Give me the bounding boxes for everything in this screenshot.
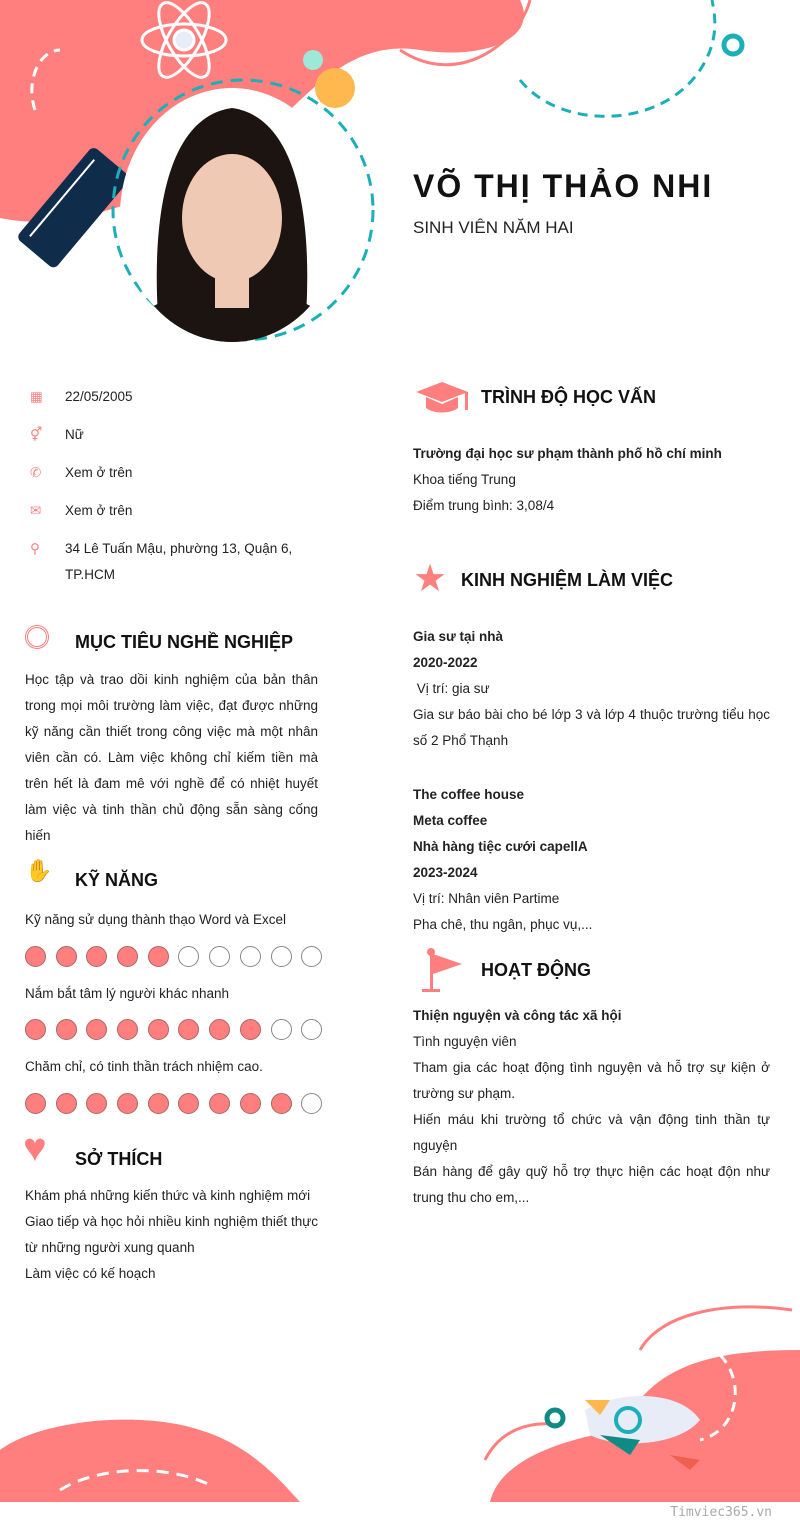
contact-gender: ⚥ Nữ bbox=[30, 422, 84, 448]
rating-dot bbox=[240, 1019, 261, 1040]
activity-item: Bán hàng để gây quỹ hỗ trợ thực hiện các hoạt độn như trung thu cho em,... bbox=[413, 1164, 770, 1205]
graduation-cap-icon bbox=[414, 380, 470, 414]
watermark: Timviec365.vn bbox=[670, 1505, 772, 1520]
hobbies-heading: SỞ THÍCH bbox=[75, 1149, 163, 1169]
hobby-item: Khám phá những kiến thức và kinh nghiệm mới bbox=[25, 1188, 311, 1203]
rating-dot bbox=[117, 946, 138, 967]
hobby-item: Giao tiếp và học hỏi nhiều kinh nghiệm thiết thực từ những người xung quanh bbox=[25, 1214, 318, 1255]
education-heading: TRÌNH ĐỘ HỌC VẤN bbox=[481, 387, 656, 407]
rating-dot bbox=[209, 1093, 230, 1114]
flag-icon bbox=[420, 948, 464, 994]
skill-label: Nắm bắt tâm lý người khác nhanh bbox=[25, 986, 229, 1001]
job-position: Vị trí: gia sư bbox=[413, 681, 490, 696]
skills-heading: KỸ NĂNG bbox=[75, 870, 159, 890]
rating-dot bbox=[271, 1019, 292, 1040]
gpa: Điểm trung bình: 3,08/4 bbox=[413, 498, 555, 513]
rating-dot bbox=[117, 1093, 138, 1114]
job-description: Pha chê, thu ngân, phục vụ,... bbox=[413, 917, 593, 932]
job-company: Meta coffee bbox=[413, 813, 488, 828]
skill-label: Kỹ năng sử dụng thành thạo Word và Excel bbox=[25, 912, 286, 927]
job-company: The coffee house bbox=[413, 787, 525, 802]
rating-dot bbox=[240, 1093, 261, 1114]
star-icon: ★ bbox=[413, 558, 448, 600]
experience-heading: KINH NGHIỆM LÀM VIỆC bbox=[461, 570, 674, 590]
experience-list bbox=[413, 624, 770, 938]
school-name: Trường đại học sư phạm thành phố hồ chí minh bbox=[413, 446, 722, 461]
job-company: Gia sư tại nhà bbox=[413, 629, 504, 644]
rating-dot bbox=[25, 1093, 46, 1114]
rating-dot bbox=[117, 1019, 138, 1040]
rating-dot bbox=[56, 1093, 77, 1114]
job-entry bbox=[413, 624, 770, 754]
phone-icon: ✆ bbox=[30, 465, 42, 480]
rating-dot bbox=[301, 1019, 322, 1040]
objective-text: Học tập và trao dồi kinh nghiệm của bản thân trong mọi môi trường làm việc, đạt được những kỹ năng cần thiết trong công việc mà một nhân viên cần có. Làm việc không chỉ kiếm tiền mà trên hết là đam mê với nghề để có nhiệt huyết làm việc và tinh thần chủ động sẵn sàng cống hiến bbox=[25, 672, 318, 843]
rating-dot bbox=[209, 946, 230, 967]
rating-dot bbox=[86, 1093, 107, 1114]
activity-title: Thiện nguyện và công tác xã hội bbox=[413, 1008, 622, 1023]
job-company: Nhà hàng tiệc cưới capellA bbox=[413, 839, 588, 854]
hand-icon: ✋ bbox=[25, 858, 53, 883]
rating-dot bbox=[271, 946, 292, 967]
job-period: 2023-2024 bbox=[413, 865, 478, 880]
location-icon: ⚲ bbox=[30, 541, 40, 556]
hobbies-list bbox=[25, 1183, 318, 1287]
education-entry bbox=[413, 441, 722, 519]
candidate-title: SINH VIÊN NĂM HAI bbox=[413, 218, 574, 237]
activities-list bbox=[413, 1003, 770, 1211]
contact-birthday: ▦ 22/05/2005 bbox=[30, 384, 133, 410]
email-icon: ✉ bbox=[30, 503, 42, 518]
job-entry bbox=[413, 782, 770, 938]
skill-rating bbox=[25, 1019, 322, 1040]
rating-dot bbox=[178, 946, 199, 967]
rating-dot bbox=[25, 1019, 46, 1040]
skill-label: Chăm chỉ, có tinh thần trách nhiệm cao. bbox=[25, 1059, 263, 1074]
rating-dot bbox=[148, 1019, 169, 1040]
rating-dot bbox=[56, 946, 77, 967]
job-period: 2020-2022 bbox=[413, 655, 478, 670]
calendar-icon: ▦ bbox=[30, 389, 43, 404]
rating-dot bbox=[301, 946, 322, 967]
activity-item: Hiến máu khi trường tổ chức và vận động tinh thần tự nguyện bbox=[413, 1112, 770, 1153]
profile-photo bbox=[120, 88, 344, 342]
rating-dot bbox=[86, 946, 107, 967]
skill-rating bbox=[25, 946, 322, 967]
gender-icon: ⚥ bbox=[30, 427, 43, 442]
rating-dot bbox=[148, 946, 169, 967]
contact-phone: ✆ Xem ở trên bbox=[30, 460, 132, 486]
footer-decoration bbox=[0, 1290, 800, 1510]
rating-dot bbox=[56, 1019, 77, 1040]
rating-dot bbox=[240, 946, 261, 967]
activity-item: Tham gia các hoạt động tình nguyện và hỗ trợ sự kiện ở trường sư phạm. bbox=[413, 1060, 770, 1101]
heart-icon: ♥ bbox=[23, 1126, 47, 1170]
rating-dot bbox=[271, 1093, 292, 1114]
rating-dot bbox=[178, 1093, 199, 1114]
contact-address: ⚲ 34 Lê Tuấn Mậu, phường 13, Quận 6, TP.HCM bbox=[30, 536, 320, 588]
activities-heading: HOẠT ĐỘNG bbox=[481, 960, 591, 980]
skill-rating bbox=[25, 1093, 322, 1114]
candidate-name: VÕ THỊ THẢO NHI bbox=[413, 168, 714, 204]
rating-dot bbox=[25, 946, 46, 967]
hobby-item: Làm việc có kế hoạch bbox=[25, 1266, 156, 1281]
job-position: Vị trí: Nhân viên Partime bbox=[413, 891, 560, 906]
rating-dot bbox=[86, 1019, 107, 1040]
rating-dot bbox=[178, 1019, 199, 1040]
target-icon bbox=[25, 625, 49, 649]
major: Khoa tiếng Trung bbox=[413, 472, 516, 487]
rating-dot bbox=[148, 1093, 169, 1114]
objective-heading: MỤC TIÊU NGHỀ NGHIỆP bbox=[75, 632, 294, 652]
contact-email: ✉ Xem ở trên bbox=[30, 498, 132, 524]
job-description: Gia sư báo bài cho bé lớp 3 và lớp 4 thuộc trường tiểu học số 2 Phổ Thạnh bbox=[413, 707, 770, 748]
rating-dot bbox=[301, 1093, 322, 1114]
rating-dot bbox=[209, 1019, 230, 1040]
activity-item: Tình nguyện viên bbox=[413, 1034, 517, 1049]
